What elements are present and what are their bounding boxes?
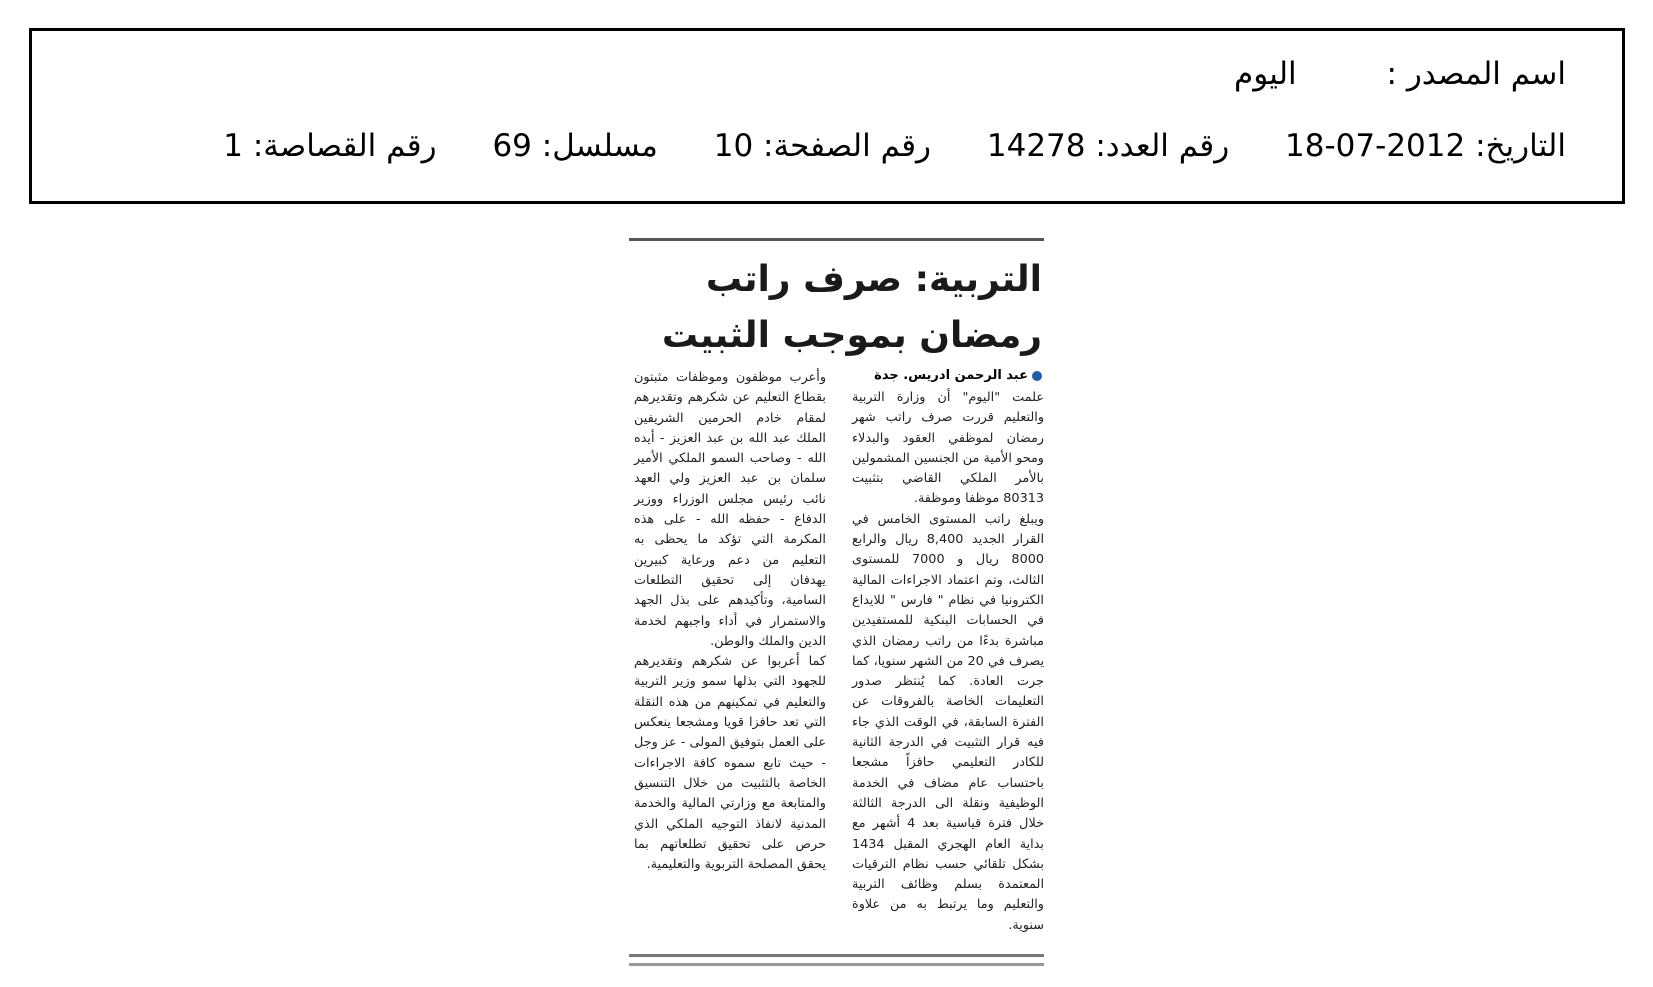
clip-number-label: رقم القصاصة: [252,128,437,164]
date-label: التاريخ: [1475,128,1566,164]
serial-label: مسلسل: [541,128,658,164]
article-headline: التربية: صرف راتب رمضان بموجب الثبيت [661,259,1042,356]
paragraph: ويبلغ راتب المستوى الخامس في القرار الجديد 8,400 ريال والرابع 8000 ريال و 7000 للمستوى الثالث، وتم اعتماد الاجراءات المالية الكترونيا في نظام " فارس " للايداع في الحسابات البنكية للمستفيدين مباشرة بدءًا من راتب رمضان الذي يصرف في 20 من الشهر سنويا، كما جرت العادة. كما يُنتظر صدور التعليمات الخاصة بالفروقات عن الفترة السابقة، في الوقت الذي جاء فيه قرار التثبيت في الدرجة الثانية للكادر التعليمي حافزاً مشجعا باحتساب عام مضاف في الخدمة الوظيفية ونقلة الى الدرجة الثالثة خلال فترة قياسية بعد 4 أشهر مع بداية العام الهجري المقبل 1434 بشكل تلقائي حسب نظام الترقيات المعتمدة بسلم وظائف التربية والتعليم وما يرتبط به من علاوة سنوية. [852,511,1045,933]
byline-text: عبد الرحمن ادريس. جدة [874,368,1028,383]
page-label: رقم الصفحة: [763,128,932,164]
serial-field [492,128,657,164]
article-column-left [634,368,826,875]
source-field [1234,56,1566,92]
meta-row [223,128,1566,164]
bottom-rule [629,954,1044,966]
page-value: 10 [713,128,754,164]
top-rule [629,238,1044,241]
date-field [1285,128,1566,164]
clipping-info-box [29,28,1625,204]
paragraph: كما أعربوا عن شكرهم وتقديرهم للجهود التي بذلها سمو وزير التربية والتعليم في تمكينهم من هذه النقلة التي تعد حافزا قويا ومشجعا ينعكس على العمل بتوفيق المولى - عز وجل - حيث تابع سموه كافة الاجراءات الخاصة بالتثبيت من خلال التنسيق والمتابعة مع وزارتي المالية والخدمة المدنية لانفاذ التوجيه الملكي الذي حرص على تحقيق تطلعاتهم بما يحقق المصلحة التربوية والتعليمية. [634,654,826,873]
serial-value: 69 [492,128,532,164]
clip-number-field [223,128,436,164]
paragraph: وأعرب موظفون وموظفات مثبتون بقطاع التعليم عن شكرهم وتقديرهم لمقام خادم الحرمين الشريفين الملك عبد الله بن عبد العزيز - أيده الله - وصاحب السمو الملكي الأمير سلمان بن عبد العزيز ولي العهد نائب رئيس مجلس الوزراء ووزير الدفاع - حفظه الله - على هذه المكرمة التي تؤكد ما يحظى به التعليم من دعم ورعاية كبيرين يهدفان إلى تحقيق التطلعات السامية، وتأكيدهم على بذل الجهد والاستمرار في أداء واجبهم لخدمة الدين والملك والوطن. [634,370,826,649]
issue-value: 14278 [986,128,1086,164]
paragraph: علمت "اليوم" أن وزارة التربية والتعليم قررت صرف راتب شهر رمضان لموظفي العقود والبدلاء ومحو الأمية من الجنسين المشمولين بالأمر الملكي القاضي بتثبيت 80313 موظفا وموظفة. [852,390,1044,507]
page-field [714,128,931,164]
issue-field [987,128,1229,164]
source-label: اسم المصدر : [1386,56,1566,92]
article-column-right [852,388,1044,936]
source-value: اليوم [1234,56,1297,92]
article-byline [874,368,1042,383]
source-row [1234,56,1566,92]
issue-label: رقم العدد: [1095,128,1230,164]
newspaper-clipping [629,238,1044,973]
clip-number-value: 1 [223,128,243,164]
date-value: 2012-07-18 [1285,128,1466,164]
bullet-icon [1032,371,1042,381]
